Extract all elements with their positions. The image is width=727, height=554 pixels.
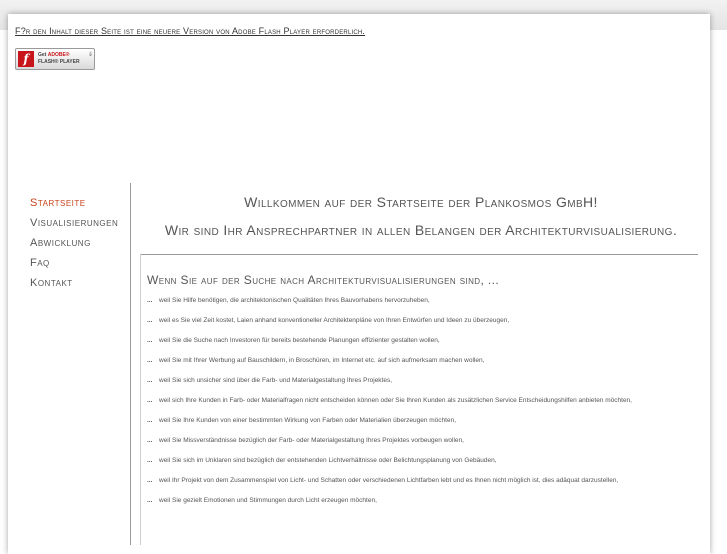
list-item: ... weil Sie Missverständnisse bezüglich der Farb- oder Materialgestaltung Ihres Projektes vorbeugen wollen, [147, 437, 464, 444]
list-item: ... weil sich Ihre Kunden in Farb- oder Materialfragen nicht entscheiden können oder Sie Ihren Kunden als zusätzlichen Service Entscheidungshilfen anbieten möchten, [147, 397, 632, 404]
flash-logo-icon: f [18, 51, 34, 67]
nav-item-abwicklung[interactable]: Abwicklung [30, 237, 91, 249]
list-item: ... weil Ihr Projekt von dem Zusammenspiel von Licht- und Schatten oder verschiedenen Lichtfarben lebt und es Ihnen nicht möglich ist, dies adäquat darzustellen, [147, 477, 619, 484]
nav-item-startseite[interactable]: Startseite [30, 197, 86, 209]
content-border [140, 254, 141, 545]
nav-item-visualisierungen[interactable]: Visualisierungen [30, 217, 119, 229]
list-item: ... weil Sie Ihre Kunden von einer bestimmten Wirkung von Farben oder Materialien überzeugen möchten, [147, 417, 456, 424]
list-item: ... weil Sie die Suche nach Investoren für bereits bestehende Planungen effizienter gestalten wollen, [147, 337, 440, 344]
list-item: ... weil Sie Hilfe benötigen, die architektonischen Qualitäten Ihres Bauvorhabens hervorzuheben, [147, 297, 430, 304]
content-divider [140, 254, 698, 255]
reasons-list [147, 295, 692, 506]
list-item: ... weil Sie gezielt Emotionen und Stimmungen durch Licht erzeugen möchten, [147, 497, 377, 504]
main-navigation [30, 193, 118, 293]
section-heading: Wenn Sie auf der Suche nach Architekturvisualisierungen sind, ... [147, 273, 500, 287]
badge-get-text: Get [38, 52, 47, 58]
list-item: ... weil Sie mit Ihrer Werbung auf Bauschildern, in Broschüren, im Internet etc. auf sich aufmerksam machen wollen, [147, 357, 485, 364]
list-item: ... weil Sie sich im Unklaren sind bezüglich der entstehenden Lichtverhältnisse oder Belichtungsplanung von Gebäuden, [147, 457, 497, 464]
flash-notice-link[interactable]: F?r den Inhalt dieser Seite ist eine neuere Version von Adobe Flash Player erforderlich. [15, 26, 366, 36]
badge-flash-text: FLASH® PLAYER [38, 59, 80, 65]
list-item: ... weil Sie sich unsicher sind über die Farb- und Materialgestaltung Ihres Projektes, [147, 377, 393, 384]
list-item: ... weil es Sie viel Zeit kostet, Laien anhand konventioneller Architektenpläne von Ihren Entwürfen und Ideen zu überzeugen, [147, 317, 510, 324]
welcome-heading: Willkommen auf der Startseite der Plankosmos GmbH! [244, 194, 598, 210]
badge-adobe-text: ADOBE® [47, 52, 70, 58]
welcome-subheading: Wir sind Ihr Ansprechpartner in allen Belangen der Architekturvisualisierung. [164, 222, 678, 238]
get-flash-player-button[interactable] [15, 48, 95, 70]
nav-item-faq[interactable]: Faq [30, 257, 50, 269]
nav-item-kontakt[interactable]: Kontakt [30, 277, 73, 289]
download-arrow-icon: ⇓ [88, 52, 94, 58]
